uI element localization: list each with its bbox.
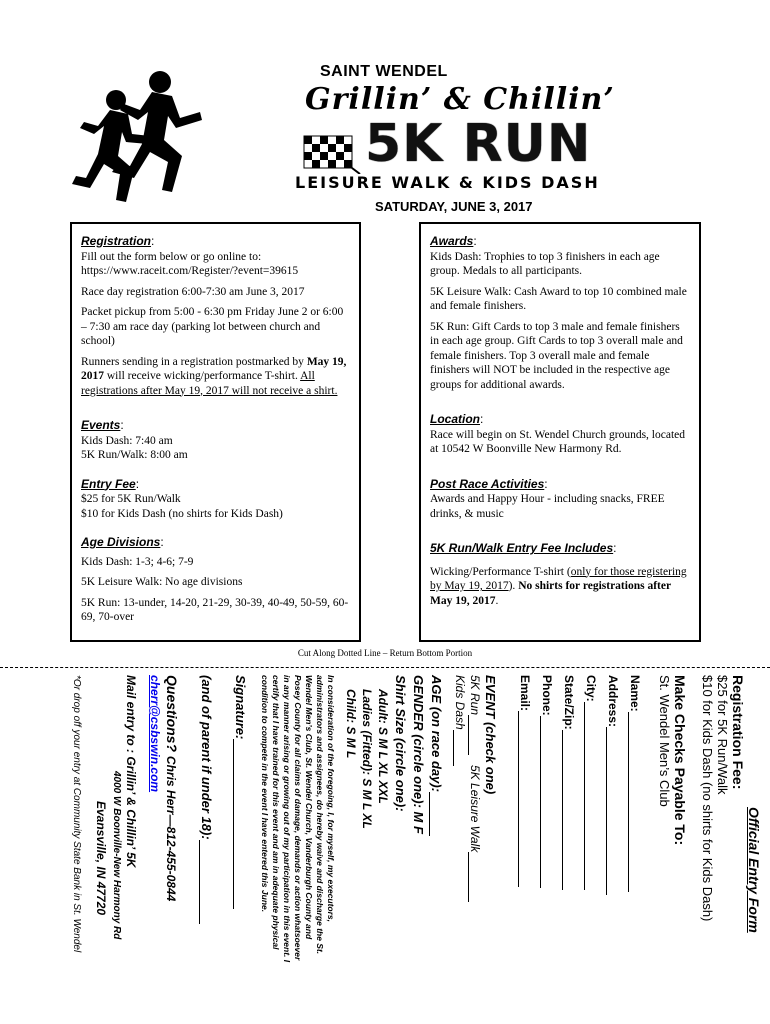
includes-heading: 5K Run/Walk Entry Fee Includes <box>430 541 614 555</box>
mail-entry-line: Mail entry to : Grillin’ & Chillin’ 5K <box>124 675 138 868</box>
mail-address: 4000 W Boonville-New Harmony Rd <box>111 771 122 940</box>
shirt-adult[interactable]: Adult: S M L XL XXL <box>376 689 390 804</box>
shirt-deadline: Runners sending in a registration postmarked by May 19, 2017 will receive wicking/performance T-shirt. All registrations after May 19, 2017 will not receive a shirt. <box>81 355 347 397</box>
awards-run: 5K Run: Gift Cards to top 3 male and female finishers in each age group. Gift Cards to top 3 overall male and female finishers. Top 3 overall male and female finishers will NOT be included in the respective age groups for additional awards. <box>430 320 683 391</box>
form-title: Official Entry Form <box>746 807 762 933</box>
race-title: 5K RUN <box>365 114 592 174</box>
info-box-left: Registration: Fill out the form below or go online to: https://www.raceit.com/Register/?event=39615 Race day registration 6:00-7:30 am June 3, 2017 Packet pickup from 5:00 - 6:30 pm Friday June 2 or 6:00 – 7:30 am race day (parking lot between church and school) Runners sending in a registration postmarked by May 19, 2017 will receive wicking/performance T-shirt. All registrations after May 19, 2017 will not receive a shirt. Events: Kids Dash: 7:40 am 5K Run/Walk: 8:00 am Entry Fee: $25 for 5K Run/Walk $10 for Kids Dash (no shirts for Kids Dash) Age Divisions: Kids Dash: 1-3; 4-6; 7-9 5K Leisure Walk: No age divisions 5K Run: 13-under, 14-20, 21-29, 30-39, 40-49, 50-59, 60-69, 70-over <box>70 222 361 642</box>
event-heading: EVENT (check one) <box>483 675 498 795</box>
awards-kids: Kids Dash: Trophies to top 3 finishers in each age group. Medals to all participants. <box>430 250 660 277</box>
event-kids-option[interactable]: Kids Dash <box>453 675 467 766</box>
awards-walk: 5K Leisure Walk: Cash Award to top 10 combined male and female finishers. <box>430 285 687 312</box>
includes-text: Wicking/Performance T-shirt (only for those registering by May 19, 2017). No shirts for registrations after May 19, 2017. <box>430 565 687 607</box>
race-subtitle: LEISURE WALK & KIDS DASH <box>295 173 600 192</box>
registration-online: Fill out the form below or go online to: https://www.raceit.com/Register/?event=39615 <box>81 250 299 277</box>
entry-fee-heading: Entry Fee <box>81 476 136 491</box>
post-race-text: Awards and Happy Hour - including snacks, FREE drinks, & music <box>430 493 665 520</box>
checks-heading: Make Checks Payable To: <box>672 675 688 846</box>
info-box-right: Awards: Kids Dash: Trophies to top 3 finishers in each age group. Medals to all participants. 5K Leisure Walk: Cash Award to top 10 combined male and female finishers. 5K Run: Gift Cards to top 3 male and female finishers in each age group. Gift Cards to top 3 overall male and female finishers. Top 3 overall male and female finishers will NOT be included in the respective age groups for additional awards. Location: Race will begin on St. Wendel Church grounds, located at 10542 W Boonville New Harmony Rd. Post Race Activities: Awards and Happy Hour - including snacks, FREE drinks, & music 5K Run/Walk Entry Fee Includes: Wicking/Performance T-shirt (only for those registering by May 19, 2017). No shirts for registrations after May 19, 2017. <box>419 222 701 642</box>
fee-kids-line: $10 for Kids Dash (no shirts for Kids Dash) <box>700 675 715 922</box>
age-run: 5K Run: 13-under, 14-20, 21-29, 30-39, 40-49, 50-59, 60-69, 70-over <box>81 596 349 623</box>
questions-line: Questions? Chris Herr—812-455-0844 <box>164 675 180 902</box>
runners-silhouette-icon <box>68 60 218 206</box>
waiver-text: In consideration of the foregoing, I, for myself, my executors, administrators and assignees, do hereby waive and discharge the St. Wendel Men’s Club, St. Wendel Church, Vanderburgh County and Posey County for all claims of damage, demands or action whatsoever in any manner arising or growing out of my participation in this event. I certify that I have trained for this event and am in adequate physical condition to compete in the event I have entered this June. <box>260 675 336 963</box>
location-text: Race will begin on St. Wendel Church grounds, located at 10542 W Boonville New Harmony Rd. <box>430 428 686 455</box>
dotted-cut-line <box>0 667 770 668</box>
shirt-child[interactable]: Child: S M L <box>344 689 358 759</box>
phone-field[interactable]: Phone: <box>540 675 554 888</box>
event-options[interactable]: 5K Run 5K Leisure Walk <box>468 675 482 902</box>
age-divisions-heading: Age Divisions <box>81 535 161 549</box>
mail-city: Evansville, IN 47720 <box>94 801 108 916</box>
address-field[interactable]: Address: <box>606 675 620 895</box>
entry-form-rotated <box>6 675 766 1015</box>
age-walk: 5K Leisure Walk: No age divisions <box>81 576 243 588</box>
parent-signature-field[interactable]: (and of parent if under 18): <box>199 675 214 924</box>
name-field[interactable]: Name: <box>628 675 642 892</box>
checkered-flag-icon <box>300 132 362 174</box>
events-kids-dash: Kids Dash: 7:40 am <box>81 434 173 447</box>
org-name: SAINT WENDEL <box>320 63 448 80</box>
contact-email-link[interactable]: cherr@csbswin.com <box>148 675 162 793</box>
fee-5k-line: $25 for 5K Run/Walk <box>715 675 730 795</box>
fee-kids: $10 for Kids Dash (no shirts for Kids Dash) <box>81 507 283 520</box>
age-field[interactable]: AGE (on race day): <box>429 675 444 836</box>
post-race-heading: Post Race Activities <box>430 476 545 491</box>
registration-race-day: Race day registration 6:00-7:30 am June 3, 2017 <box>81 285 305 298</box>
location-heading: Location <box>430 412 480 426</box>
fee-heading: Registration Fee: <box>730 675 746 790</box>
script-title: Grillin’ & Chillin’ <box>305 82 615 117</box>
gender-field[interactable]: GENDER (circle one): M F <box>411 675 426 834</box>
packet-pickup: Packet pickup from 5:00 - 6:30 pm Friday June 2 or 6:00 – 7:30 am race day (parking lot between church and school) <box>81 306 344 347</box>
age-kids: Kids Dash: 1-3; 4-6; 7-9 <box>81 555 194 568</box>
state-zip-field[interactable]: State/Zip: <box>562 675 576 890</box>
cut-note: Cut Along Dotted Line – Return Bottom Portion <box>297 648 473 658</box>
shirt-ladies[interactable]: Ladies (Fitted): S M L XL <box>360 689 374 829</box>
shirt-heading: Shirt Size (circle one): <box>393 675 408 812</box>
events-heading: Events <box>81 418 121 432</box>
city-field[interactable]: City: <box>584 675 598 890</box>
registration-heading: Registration <box>81 234 152 248</box>
event-date: SATURDAY, JUNE 3, 2017 <box>375 199 533 214</box>
entry-form-area <box>6 675 766 1015</box>
checks-payee: St. Wendel Men’s Club <box>657 675 672 807</box>
signature-field[interactable]: Signature: <box>233 675 248 909</box>
awards-heading: Awards <box>430 234 474 248</box>
dropoff-note: *Or drop off your entry at Community State Bank in St. Wendel <box>71 675 82 953</box>
fee-5k: $25 for 5K Run/Walk <box>81 493 181 505</box>
events-5k: 5K Run/Walk: 8:00 am <box>81 449 188 461</box>
email-field[interactable]: Email: <box>518 675 532 887</box>
